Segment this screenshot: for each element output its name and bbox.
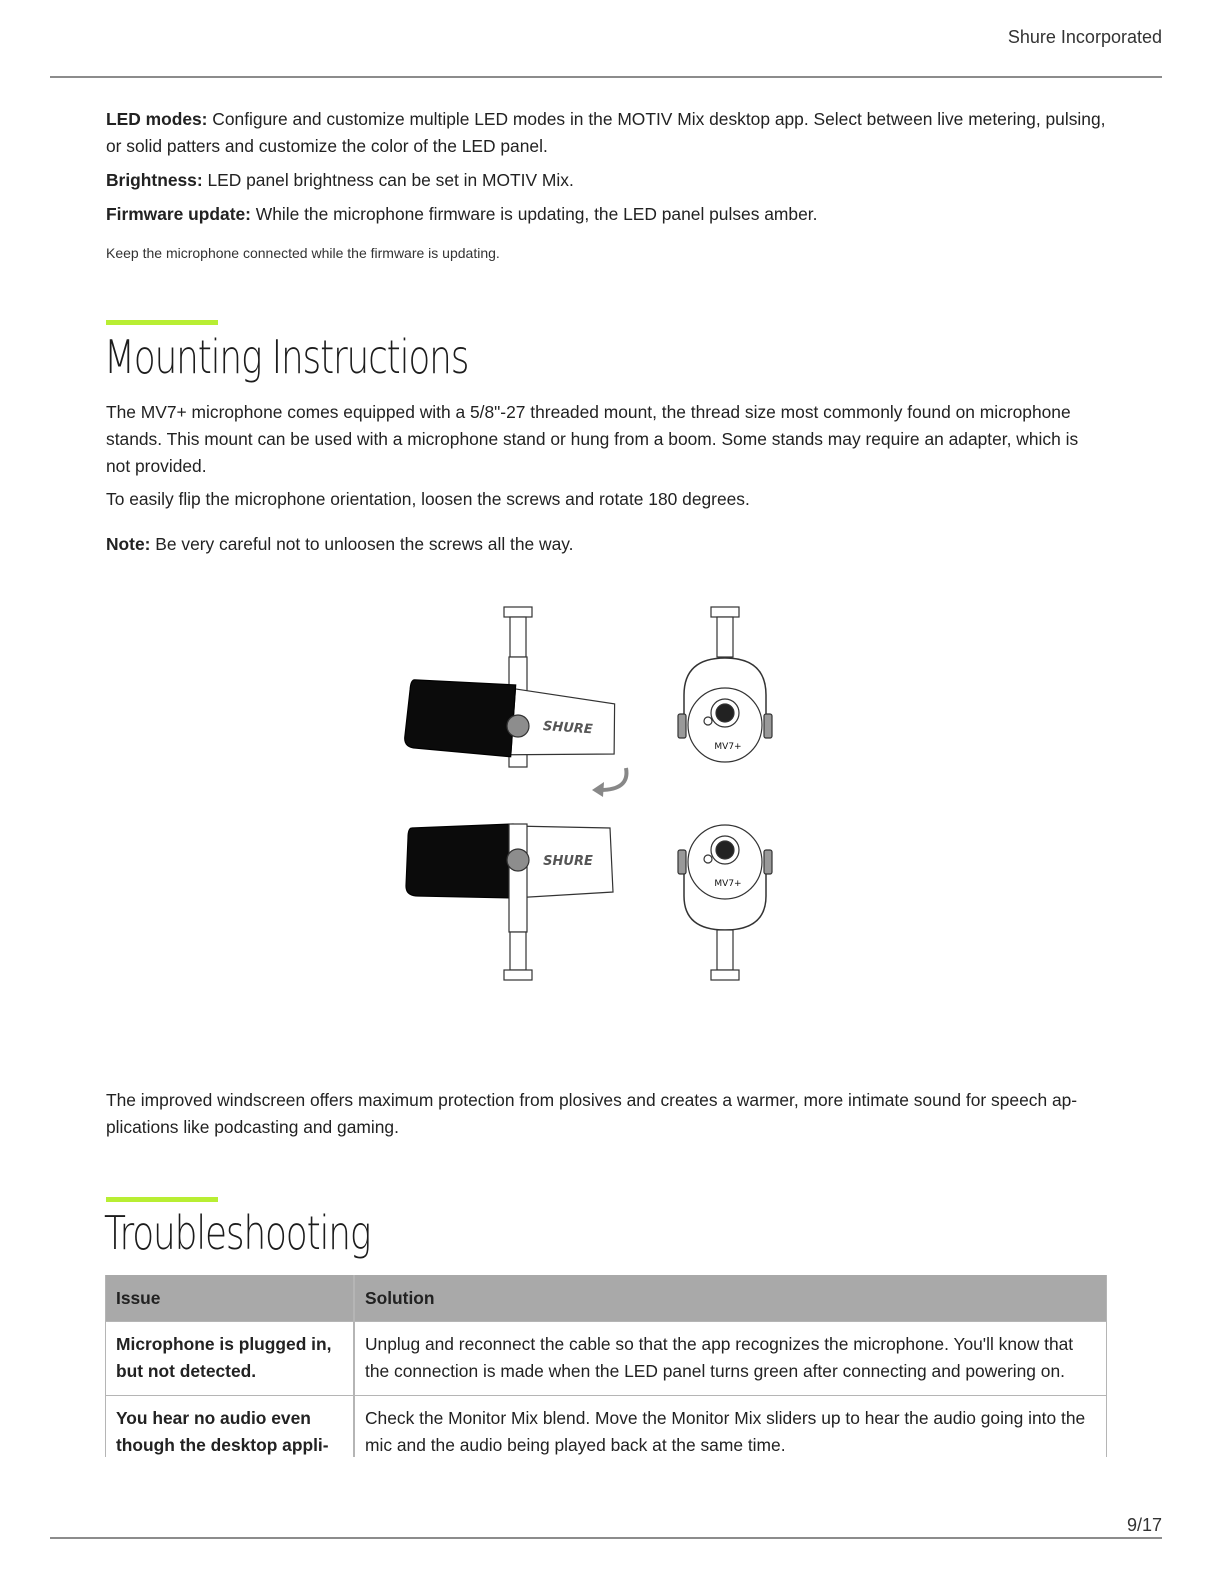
windscreen-paragraph: The improved windscreen offers maximum protection from plosives and creates a warmer, more intimate sound for speech applications like podcasting and gaming. <box>106 1090 1078 1137</box>
solution-cell: Check the Monitor Mix blend. Move the Monitor Mix sliders up to hear the audio going into the mic and the audio being played back at the same time. <box>365 1408 1086 1455</box>
led-modes-paragraph <box>106 106 1106 160</box>
led-modes-text: Configure and customize multiple LED modes in the MOTIV Mix desktop app. Select between live metering, pulsing, or solid patters and customize the color of the LED panel. <box>106 109 1106 156</box>
model-label-top: MV7+ <box>714 742 742 752</box>
shure-logo-top: SHURE <box>542 718 594 738</box>
mounting-accent-bar <box>106 320 218 325</box>
firmware-note: Keep the microphone connected while the firmware is updating. <box>106 245 500 261</box>
brightness-label: Brightness: <box>106 170 203 190</box>
mount-knob-top <box>507 715 529 737</box>
brightness-text: LED panel brightness can be set in MOTIV Mix. <box>202 170 574 190</box>
solution-cell: Unplug and reconnect the cable so that the app recognizes the microphone. You'll know that the connection is made when the LED panel turns green after connecting and powering on. <box>365 1334 1074 1381</box>
microphone-mounting-illustration <box>398 600 778 990</box>
brightness-paragraph <box>106 167 1106 194</box>
header-company: Shure Incorporated <box>1007 27 1162 47</box>
column-header-issue: Issue <box>106 1275 355 1321</box>
firmware-paragraph <box>106 201 1106 228</box>
troubleshooting-table <box>105 1275 1107 1457</box>
mount-knob-bottom <box>507 849 529 871</box>
note-label: Note: <box>106 534 151 554</box>
page-number: 9/17 <box>1126 1515 1162 1535</box>
table-header-row <box>106 1275 1106 1321</box>
troubleshooting-accent-bar <box>106 1197 218 1202</box>
mounting-note <box>106 531 1106 558</box>
footer-divider <box>50 1537 1162 1539</box>
table-row <box>106 1321 1106 1395</box>
rear-view-hanging <box>678 607 772 762</box>
note-text: Be very careful not to unloosen the screws all the way. <box>150 534 574 554</box>
table-row <box>106 1395 1106 1457</box>
header-divider <box>50 76 1162 78</box>
column-header-solution: Solution <box>365 1287 435 1308</box>
shure-logo-bottom: SHURE <box>543 854 593 869</box>
firmware-text: While the microphone firmware is updating, the LED panel pulses amber. <box>250 204 818 224</box>
rotate-arrow-icon <box>600 768 626 790</box>
mounting-paragraph-1: The MV7+ microphone comes equipped with a 5/8"-27 threaded mount, the thread size most commonly found on microphone stands. This mount can be used with a microphone stand or hung from a boom. Some stands may require an adapter, which is not provided. <box>106 402 1079 476</box>
mounting-paragraph-2: To easily flip the microphone orientation, loosen the screws and rotate 180 degrees. <box>106 489 750 509</box>
rear-view-standing <box>678 825 772 980</box>
issue-cell: You hear no audio even though the desktop appli- <box>106 1396 355 1457</box>
model-label-bottom: MV7+ <box>714 879 742 889</box>
firmware-label: Firmware update: <box>106 204 251 224</box>
led-modes-label: LED modes: <box>106 109 208 129</box>
mounting-heading: Mounting Instructions <box>104 330 469 384</box>
troubleshooting-heading: Troubleshooting <box>104 1206 371 1260</box>
issue-cell: Microphone is plugged in, but not detected. <box>106 1322 355 1395</box>
